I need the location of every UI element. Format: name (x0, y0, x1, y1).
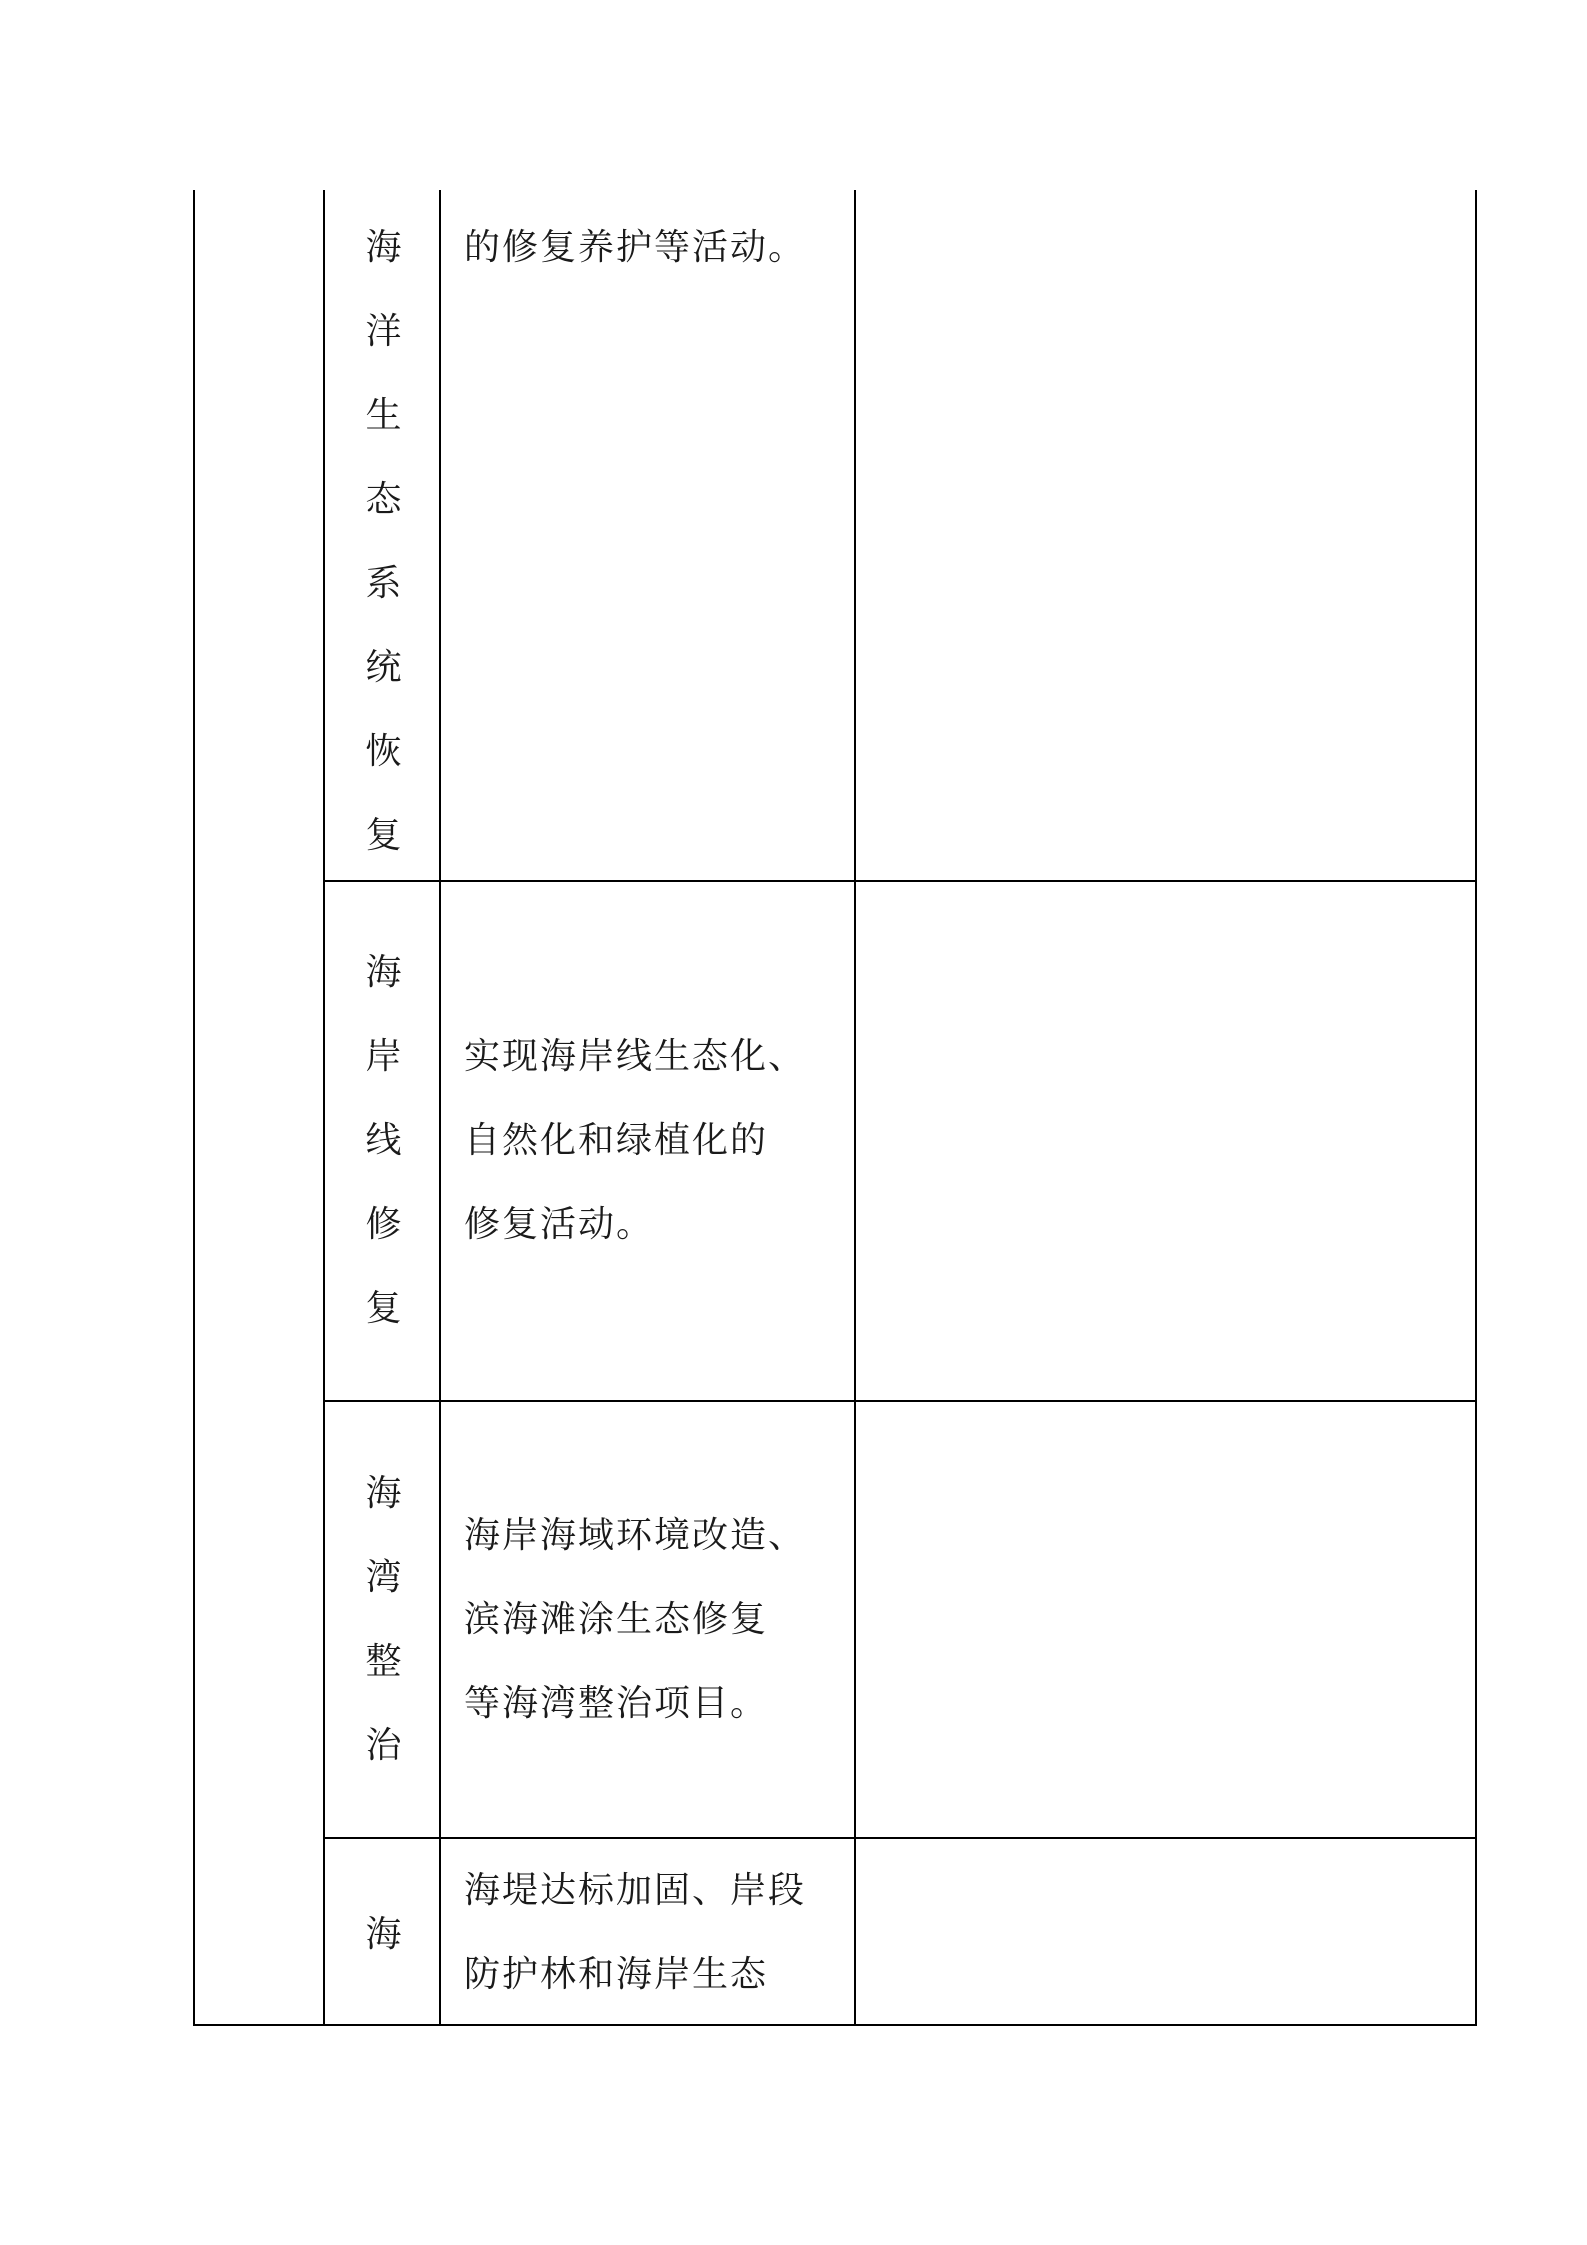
category-name-char: 统 (365, 647, 402, 688)
category-name-char: 洋 (365, 311, 402, 352)
empty-cell (856, 1402, 1477, 1837)
category-name-char: 修 (365, 1204, 402, 1245)
category-name-char: 海 (365, 952, 402, 993)
category-name-char: 线 (365, 1120, 402, 1161)
description-cell (464, 190, 854, 880)
category-name-char: 复 (365, 1288, 402, 1329)
category-name-cell (326, 1839, 441, 2024)
category-name-char: 湾 (365, 1556, 402, 1598)
table-row (193, 882, 1477, 1400)
category-name-cell (326, 882, 441, 1400)
category-name-char: 海 (365, 1914, 402, 1955)
description-line: 海堤达标加固、岸段 (464, 1870, 807, 1911)
empty-cell (856, 882, 1477, 1400)
category-name-char: 生 (365, 395, 402, 436)
description-cell (464, 1402, 854, 1837)
description-line: 等海湾整治项目。 (464, 1682, 769, 1724)
description-line: 防护林和海岸生态 (464, 1954, 769, 1995)
category-name-char: 海 (365, 1472, 402, 1514)
description-line: 修复活动。 (464, 1204, 655, 1245)
description-cell (464, 882, 854, 1400)
table-row (193, 1839, 1477, 2024)
category-name-char: 系 (365, 563, 402, 604)
category-name-cell (326, 190, 441, 880)
table-row (193, 1402, 1477, 1837)
category-name-cell (326, 1402, 441, 1837)
document-table (193, 190, 1477, 2026)
description-line: 海岸海域环境改造、 (464, 1514, 807, 1556)
category-name-char: 治 (365, 1724, 402, 1766)
description-cell (464, 1839, 854, 2024)
category-name-char: 海 (365, 227, 402, 268)
table-border-bottom (193, 2024, 1477, 2026)
category-name-char: 态 (365, 479, 402, 520)
description-line: 滨海滩涂生态修复 (464, 1598, 769, 1640)
category-name-char: 整 (365, 1640, 402, 1682)
category-name-char: 恢 (365, 731, 402, 772)
description-line: 实现海岸线生态化、 (464, 1036, 807, 1077)
category-name-char: 复 (365, 815, 402, 856)
empty-cell (856, 190, 1477, 880)
empty-cell (856, 1839, 1477, 2024)
table-row (193, 190, 1477, 880)
description-line: 的修复养护等活动。 (464, 227, 807, 268)
description-line: 自然化和绿植化的 (464, 1120, 769, 1161)
category-name-char: 岸 (365, 1036, 402, 1077)
